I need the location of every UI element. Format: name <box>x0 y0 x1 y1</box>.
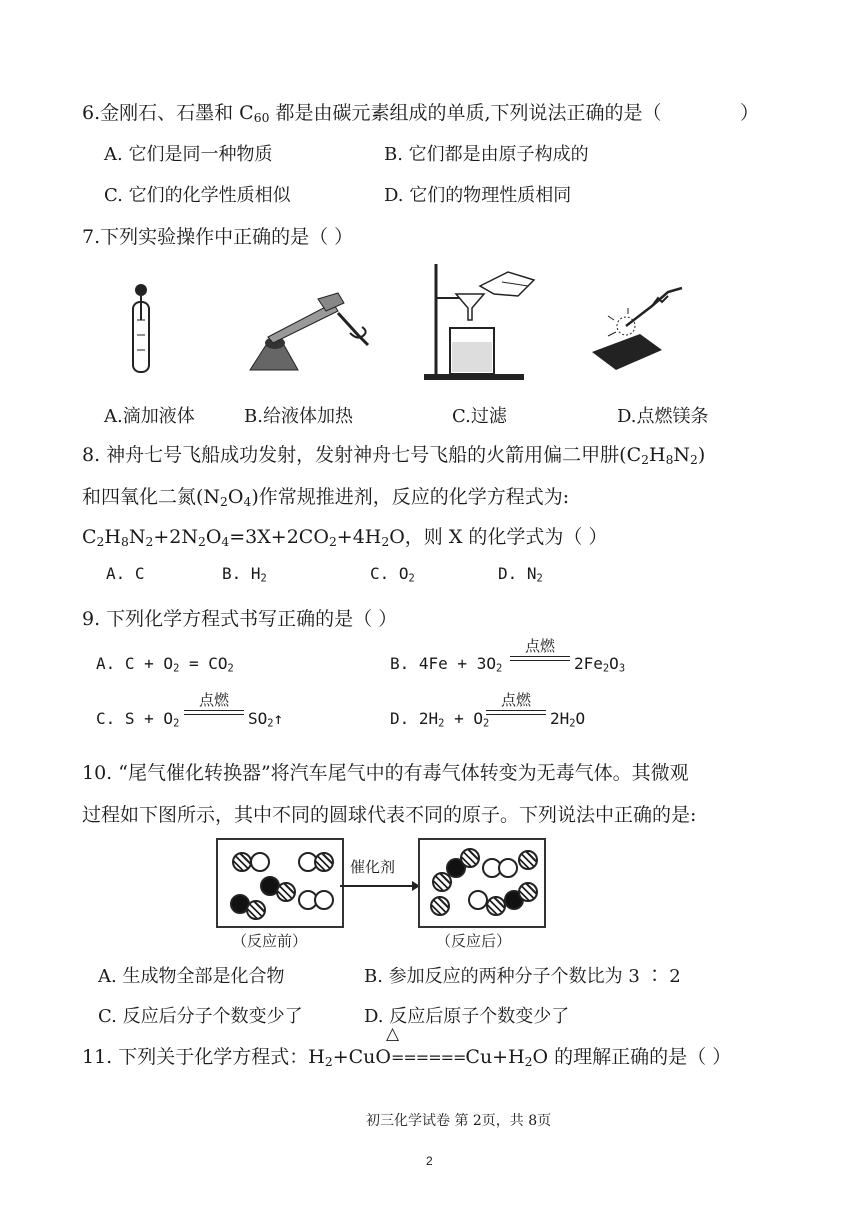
hatched-atom <box>518 882 538 902</box>
after-label: （反应后） <box>436 932 512 950</box>
q10-option-b: B. 参加反应的两种分子个数比为 3 ∶ 2 <box>364 966 681 987</box>
q10-stem-line1: 10. “尾气催化转换器”将汽车尾气中的有毒气体转变为无毒气体。其微观 <box>82 762 689 784</box>
q8-option-c: C. $O_2$ <box>370 564 415 585</box>
hatched-atom <box>232 852 252 872</box>
q11-heat-symbol: △ <box>386 1024 400 1044</box>
q9-option-d-arrow <box>486 692 546 715</box>
white-atom <box>498 858 518 878</box>
q9-option-c-left: C. $S + O_2$ <box>96 709 180 730</box>
q8-equation: $C_2H_8N_2+2N_2O_4=3X+2CO_2+4H_2O$，则 X 的化学式为（ ） <box>82 526 608 550</box>
hatched-atom <box>486 896 506 916</box>
before-label: （反应前） <box>232 932 308 950</box>
q6-option-c: C. 它们的化学性质相似 <box>104 185 291 206</box>
q9-stem: 9. 下列化学方程式书写正确的是（ ） <box>82 608 398 630</box>
heating-liquid-illustration <box>238 285 373 375</box>
hatched-atom <box>430 896 450 916</box>
magnesium-burning-illustration <box>590 282 690 372</box>
q9-option-b-left: B. $4Fe + 3O_2$ <box>390 654 503 675</box>
q7-stem: 7.下列实验操作中正确的是（ ） <box>82 226 354 248</box>
q7-option-c: C.过滤 <box>452 406 507 427</box>
q10-option-a: A. 生成物全部是化合物 <box>98 966 285 987</box>
q9-option-b-right: $2Fe_2O_3$ <box>574 654 626 675</box>
q7-option-d: D.点燃镁条 <box>617 406 709 427</box>
filtration-illustration <box>422 262 552 382</box>
after-reaction-box <box>418 838 546 928</box>
q8-option-d: D. $N_2$ <box>498 564 543 585</box>
q9-option-c-arrow <box>184 692 244 715</box>
page-number: 2 <box>426 1154 433 1168</box>
q9-option-c-right: $SO_2↑$ <box>248 709 284 730</box>
q9-option-d-right: $2H_2O$ <box>550 709 586 730</box>
ignite-label: 点燃 <box>198 691 229 709</box>
page-footer: 初三化学试卷 第 2页，共 8页 <box>366 1113 552 1129</box>
q6-paren-close: ） <box>740 102 760 124</box>
q9-option-d-left: D. $2H_2 + O_2$ <box>390 709 490 730</box>
catalyst-arrow <box>340 880 420 892</box>
before-reaction-box <box>216 838 344 928</box>
white-atom <box>250 852 270 872</box>
q6-option-a: A. 它们是同一种物质 <box>104 144 273 165</box>
q10-option-c: C. 反应后分子个数变少了 <box>98 1006 303 1027</box>
q9-option-a: A. $C + O_2 = CO_2$ <box>96 654 234 675</box>
q8-option-b: B. $H_2$ <box>222 564 267 585</box>
q10-stem-line2: 过程如下图所示，其中不同的圆球代表不同的原子。下列说法中正确的是: <box>82 804 697 826</box>
hatched-atom <box>518 850 538 870</box>
q9-option-b-arrow <box>510 638 570 661</box>
q8-option-a: A. C <box>106 564 145 583</box>
catalyst-label: 催化剂 <box>350 858 396 876</box>
q6-stem: 6.金刚石、石墨和 $C_{60}$ 都是由碳元素组成的单质,下列说法正确的是（ <box>82 102 662 126</box>
q7-option-a: A.滴加液体 <box>104 406 195 427</box>
hatched-atom <box>460 848 480 868</box>
q6-option-d: D. 它们的物理性质相同 <box>384 185 572 206</box>
q7-option-b: B.给液体加热 <box>244 406 353 427</box>
white-atom <box>468 890 488 910</box>
ignite-label: 点燃 <box>524 637 555 655</box>
dropper-illustration <box>115 280 165 380</box>
q11-stem: 11. 下列关于化学方程式：$H_2+CuO======Cu+H_2O$ 的理解正确的是（ ） <box>82 1046 732 1070</box>
hatched-atom <box>246 900 266 920</box>
ignite-label: 点燃 <box>500 691 531 709</box>
q6-option-b: B. 它们都是由原子构成的 <box>384 144 589 165</box>
hatched-atom <box>314 852 334 872</box>
white-atom <box>314 890 334 910</box>
q8-stem-line2: 和四氧化二氮$(N_2O_4)$作常规推进剂，反应的化学方程式为: <box>82 486 570 510</box>
q8-stem-line1: 8. 神舟七号飞船成功发射，发射神舟七号飞船的火箭用偏二甲肼$(C_2H_8N_2)$ <box>82 444 706 468</box>
q10-option-d: D. 反应后原子个数变少了 <box>364 1006 570 1027</box>
hatched-atom <box>276 882 296 902</box>
